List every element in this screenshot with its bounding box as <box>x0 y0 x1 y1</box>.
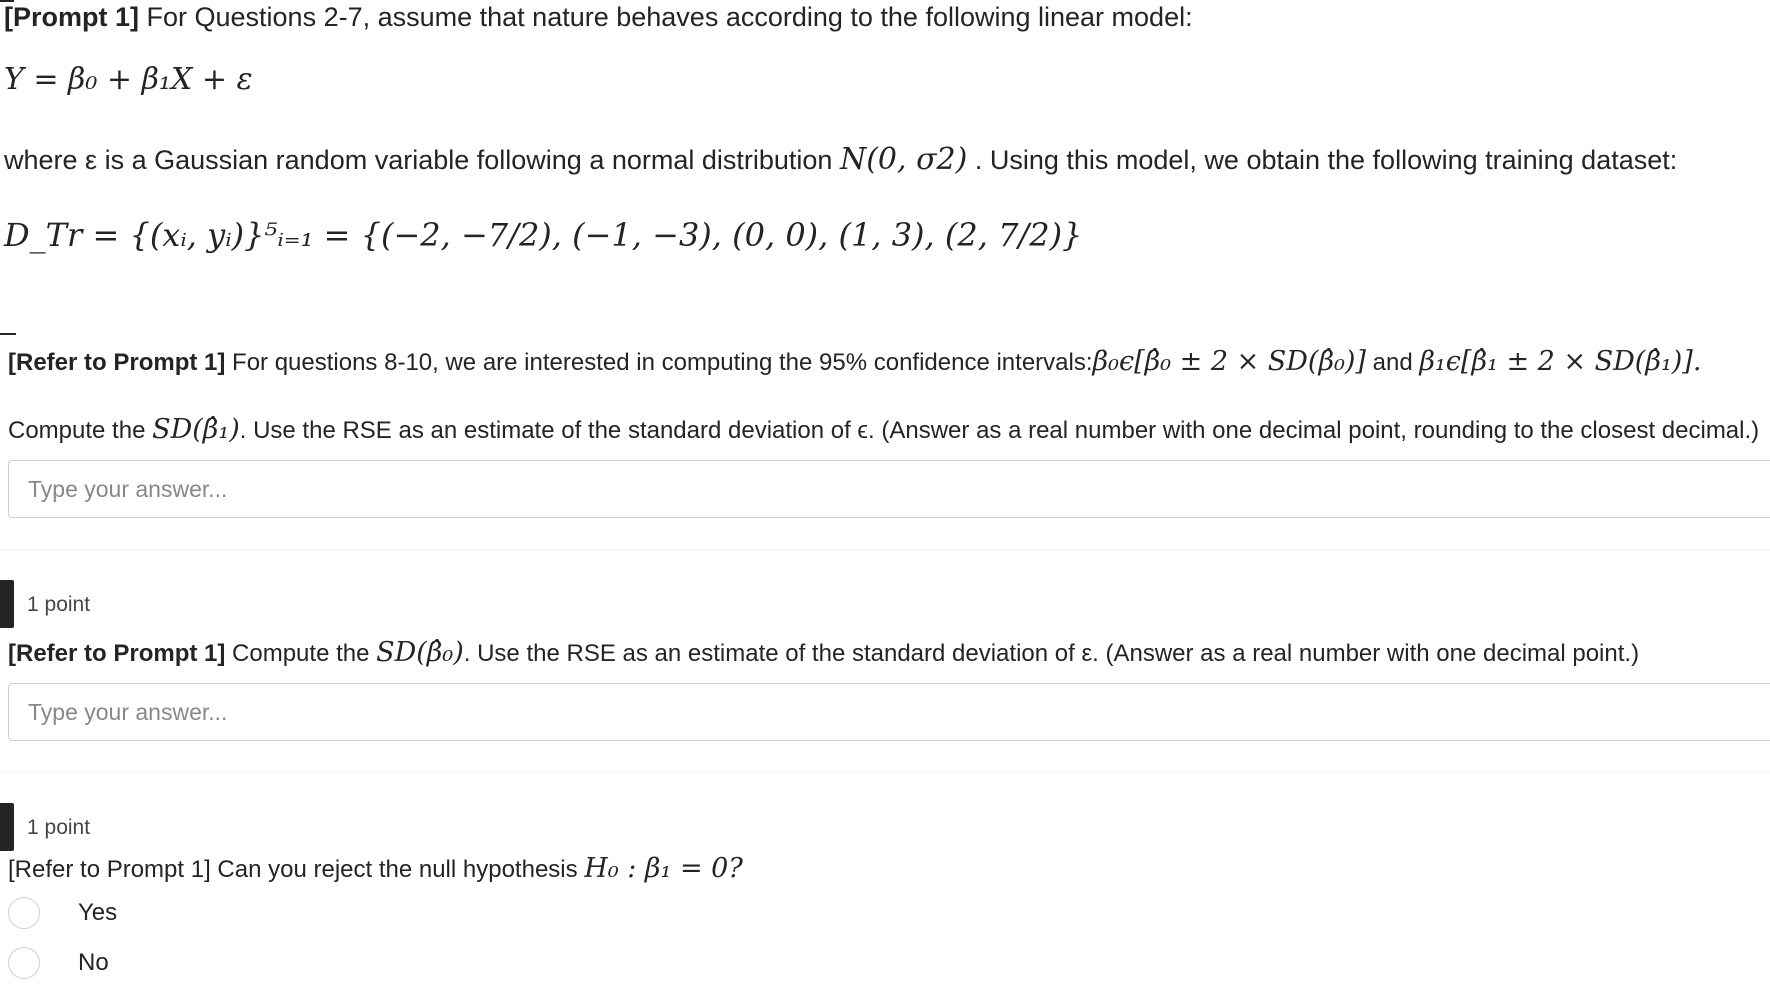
question-divider <box>0 772 1770 773</box>
ci-context-text <box>8 346 1701 377</box>
question-sd-beta0-bold: [Refer to Prompt 1] <box>8 640 226 667</box>
points-label: 1 point <box>27 593 91 616</box>
training-dataset-math: D_Tr = {(xᵢ, yᵢ)}⁵ᵢ₌₁ = {(−2, −7/2), (−1, −3), (0, 0), (1, 3), (2, 7/2)} <box>4 216 1083 254</box>
ci-beta1-math: β₁ϵ[β̂₁ ± 2 × SD(β̂₁)]. <box>1419 346 1702 377</box>
option-yes-label: Yes <box>78 899 118 926</box>
ci-and-text: and <box>1365 349 1420 376</box>
sd-beta0-math: SD(β̂₀) <box>376 637 464 668</box>
question-accent-bar <box>0 580 14 628</box>
answer-field-sd-beta0[interactable] <box>8 683 1770 741</box>
null-hypothesis-math: H₀ : β₁ = 0? <box>584 853 743 884</box>
question-accent-bar <box>0 803 14 851</box>
option-yes[interactable] <box>8 895 117 931</box>
ci-context-bold: [Refer to Prompt 1] <box>8 349 226 376</box>
question-divider <box>0 549 1770 550</box>
section-divider-mark <box>0 333 16 335</box>
option-no[interactable] <box>8 945 109 981</box>
description-text-end: . Using this model, we obtain the following training dataset: <box>967 145 1678 175</box>
prompt-title-text: For Questions 2-7, assume that nature behaves according to the following linear model: <box>139 2 1193 32</box>
model-equation: Y = β₀ + β₁X + ε <box>4 62 253 97</box>
option-no-label: No <box>78 949 109 976</box>
question-sd-beta1-start: Compute the <box>8 417 153 444</box>
prompt-title-bold: [Prompt 1] <box>4 2 139 32</box>
radio-circle-icon[interactable] <box>8 947 40 979</box>
question-sd-beta1-end: . Use the RSE as an estimate of the standard deviation of ϵ. (Answer as a real number with one decimal point, rounding to the closest decimal.) <box>239 417 1760 444</box>
points-label: 1 point <box>27 816 91 839</box>
question-sd-beta0-text <box>8 637 1639 668</box>
normal-distribution-math: N(0, σ2) <box>839 142 968 177</box>
description-text-start: where ε is a Gaussian random variable following a normal distribution <box>4 145 840 175</box>
answer-field-sd-beta1[interactable] <box>8 460 1770 518</box>
radio-circle-icon[interactable] <box>8 897 40 929</box>
question-sd-beta1-text <box>8 414 1759 445</box>
sd-beta1-math: SD(β̂₁) <box>152 414 240 445</box>
question-hypothesis-text <box>8 853 743 884</box>
answer-input-sd-beta1[interactable] <box>9 461 1770 517</box>
prompt-title <box>4 2 1193 33</box>
ci-beta0-math: β₀ϵ[β̂₀ ± 2 × SD(β̂₀)] <box>1092 346 1366 377</box>
prompt-description <box>4 142 1677 177</box>
answer-input-sd-beta0[interactable] <box>9 684 1770 740</box>
ci-context-rest: For questions 8-10, we are interested in computing the 95% confidence intervals: <box>225 349 1093 376</box>
question-hypothesis-start: [Refer to Prompt 1] Can you reject the null hypothesis <box>8 856 585 883</box>
question-sd-beta0-start: Compute the <box>225 640 377 667</box>
question-sd-beta0-end: . Use the RSE as an estimate of the standard deviation of ε. (Answer as a real number with one decimal point.) <box>463 640 1640 667</box>
